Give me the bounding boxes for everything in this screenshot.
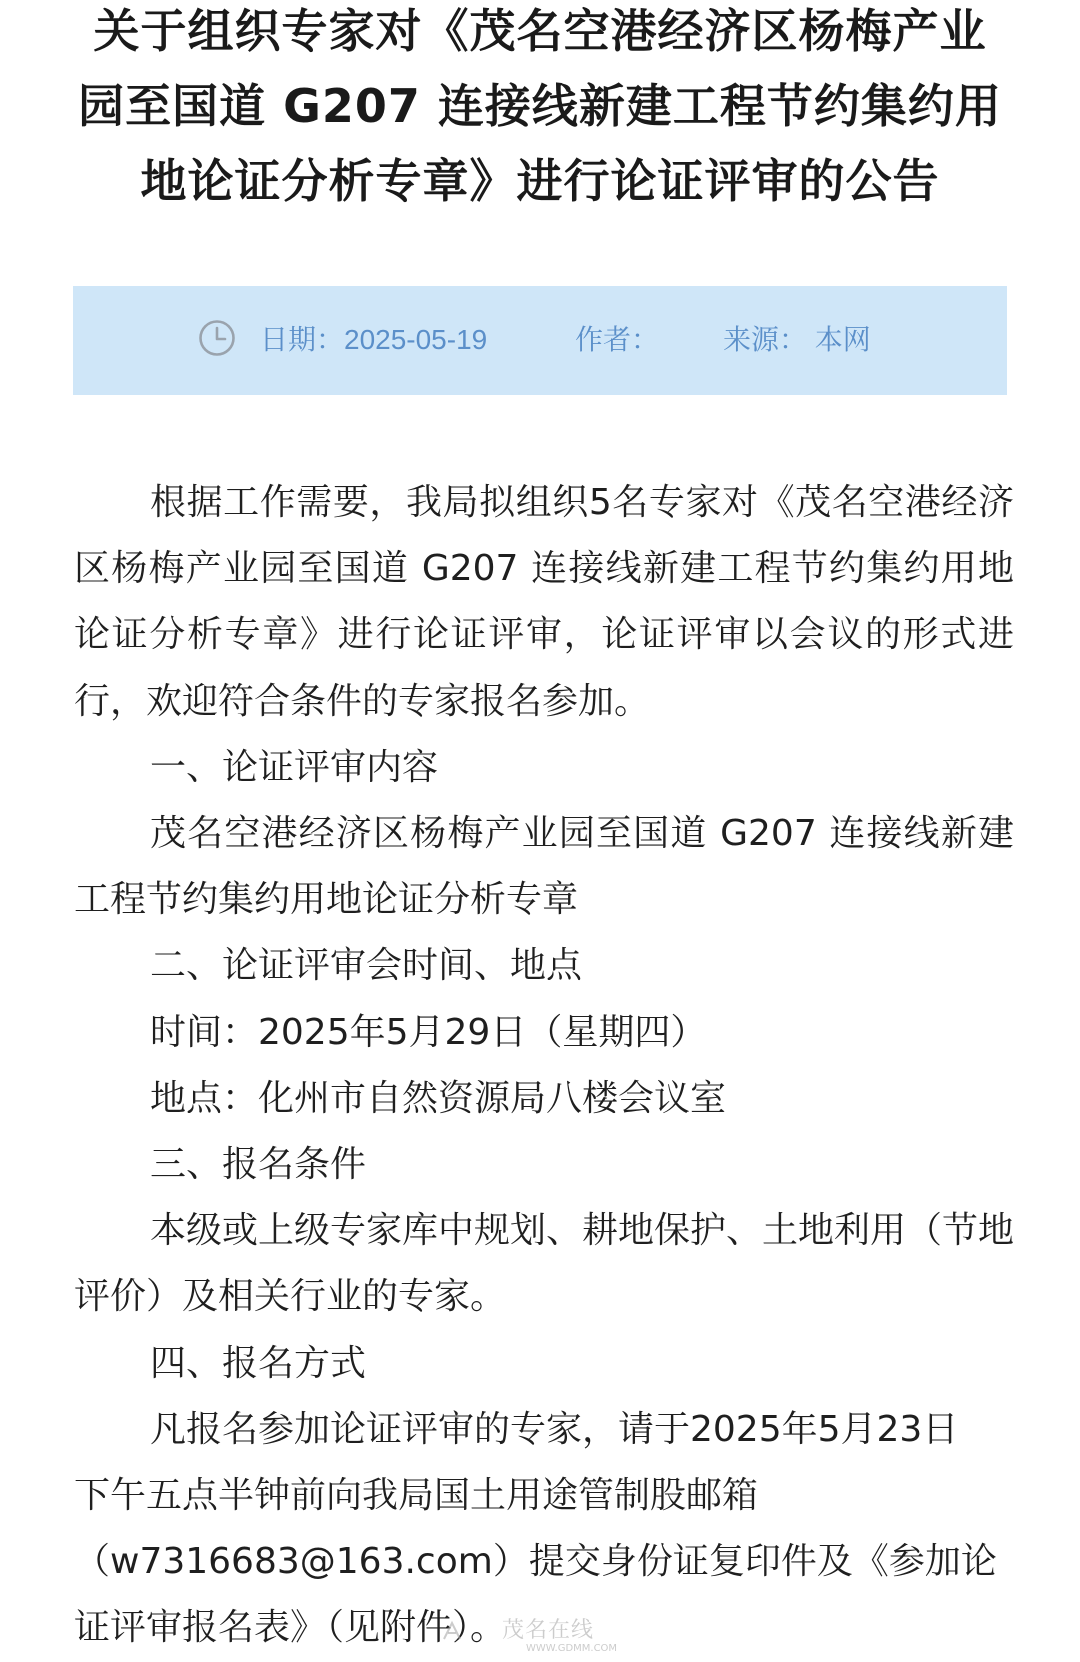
intro-paragraph: 根据工作需要，我局拟组织5名专家对《茂名空港经济区杨梅产业园至国道 G207 连接线新建工程节约集约用地论证分析专章》进行论证评审，论证评审以会议的形式进行，欢迎符合条件的专家报名参加。: [74, 482, 1014, 722]
clock-icon: [198, 319, 236, 357]
article-title: [40, 0, 1040, 219]
section-heading: 一、论证评审内容: [150, 746, 439, 788]
watermark-url: WWW.GDMM.COM: [526, 1643, 618, 1654]
section-paragraph: 茂名空港经济区杨梅产业园至国道 G207 连接线新建工程节约集约用地论证分析专章: [74, 813, 1014, 921]
watermark-text: 茂名在线: [502, 1618, 595, 1643]
publish-date: 日期：2025-05-19: [260, 324, 488, 355]
title-line: 地论证分析专章》进行论证评审的公告: [140, 154, 940, 208]
section-heading: 三、报名条件: [150, 1144, 367, 1186]
title-line: 园至国道 G207 连接线新建工程节约集约用: [78, 79, 1002, 133]
author-label: 作者：: [575, 324, 660, 355]
watermark-logo-icon: [440, 1619, 464, 1643]
section-paragraph-line: 下午五点半钟前向我局国土用途管制股邮箱: [74, 1475, 759, 1517]
section-paragraph-line: （w7316683@163.com）提交身份证复印件及《参加论: [74, 1541, 997, 1583]
section-paragraph: 本级或上级专家库中规划、耕地保护、土地利用（节地评价）及相关行业的专家。: [74, 1210, 1015, 1318]
site-watermark: [440, 1615, 640, 1655]
source-label: 来源： 本网: [723, 324, 871, 355]
section-paragraph-line: 证评审报名表》（见附件）。: [74, 1607, 507, 1649]
meeting-place: 地点：化州市自然资源局八楼会议室: [150, 1077, 727, 1119]
article-meta-bar: [73, 286, 1007, 395]
title-line: 关于组织专家对《茂名空港经济区杨梅产业: [93, 4, 987, 58]
article-body: [74, 470, 1014, 1662]
section-paragraph-line: 凡报名参加论证评审的专家，请于2025年5月23日: [150, 1408, 959, 1450]
section-heading: 四、报名方式: [150, 1342, 367, 1384]
section-heading: 二、论证评审会时间、地点: [150, 945, 583, 987]
meeting-time: 时间：2025年5月29日（星期四）: [150, 1011, 707, 1053]
